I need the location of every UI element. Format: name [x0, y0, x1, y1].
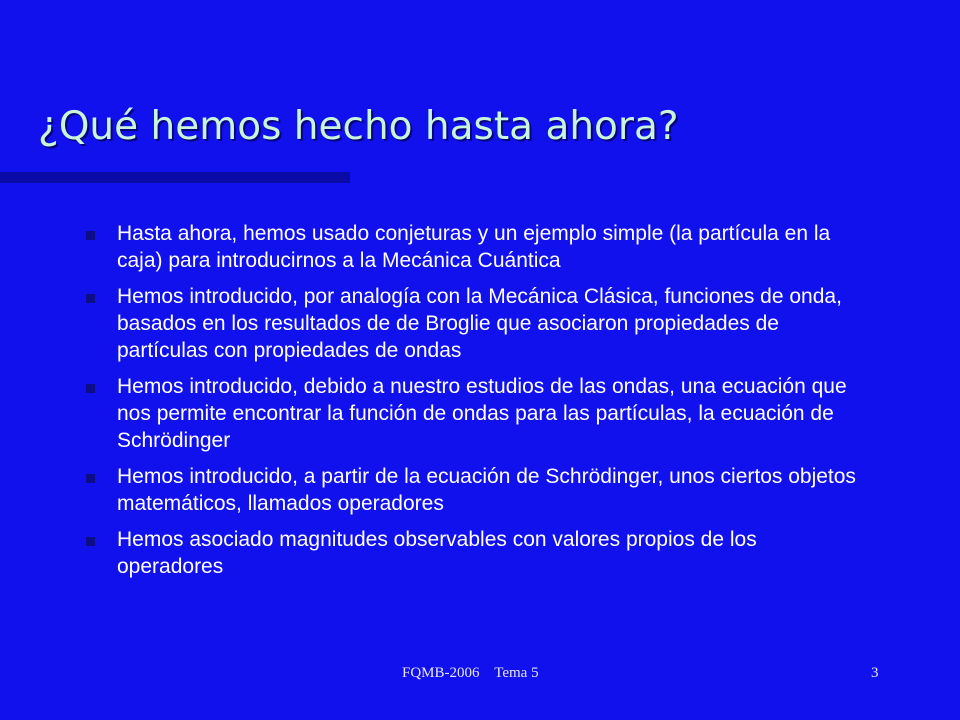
bullet-text: Hemos introducido, debido a nuestro estudios de las ondas, una ecuación que nos permite encontrar la función de ondas para las partículas, la ecuación de Schrödinger	[117, 375, 847, 452]
bullet-item	[0, 526, 857, 580]
footer-label: FQMB-2006 Tema 5	[402, 665, 539, 681]
bullet-list	[0, 220, 960, 589]
square-bullet-icon	[86, 294, 95, 303]
bullet-text: Hemos introducido, a partir de la ecuación de Schrödinger, unos ciertos objetos matemáticos, llamados operadores	[117, 465, 856, 515]
square-bullet-icon	[86, 231, 95, 240]
bullet-text: Hemos asociado magnitudes observables con valores propios de los operadores	[117, 528, 757, 578]
bullet-item	[0, 220, 857, 274]
square-bullet-icon	[86, 537, 95, 546]
bullet-item	[0, 283, 857, 364]
square-bullet-icon	[86, 474, 95, 483]
title-underline-bar	[0, 172, 350, 183]
bullet-text: Hasta ahora, hemos usado conjeturas y un ejemplo simple (la partícula en la caja) para introducirnos a la Mecánica Cuántica	[117, 222, 831, 272]
bullet-item	[0, 373, 857, 454]
page-number: 3	[871, 665, 879, 681]
slide-title: ¿Qué hemos hecho hasta ahora?	[38, 104, 679, 149]
bullet-item	[0, 463, 857, 517]
bullet-text: Hemos introducido, por analogía con la Mecánica Clásica, funciones de onda, basados en los resultados de de Broglie que asociaron propiedades de partículas con propiedades de ondas	[117, 285, 842, 362]
square-bullet-icon	[86, 384, 95, 393]
